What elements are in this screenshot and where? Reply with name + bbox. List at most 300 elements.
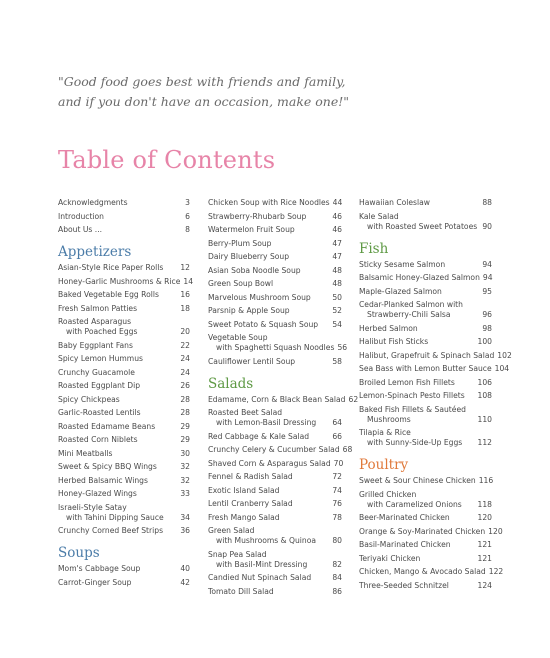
entry-title-text: Lentil Cranberry Salad <box>208 499 293 508</box>
toc-entry[interactable] <box>359 405 492 425</box>
entry-title <box>359 581 475 591</box>
toc-entry[interactable] <box>58 212 190 222</box>
entry-page-number: 112 <box>477 438 492 447</box>
entry-title-text: Roasted Asparagus <box>58 317 132 326</box>
entry-title <box>208 320 329 330</box>
toc-entry[interactable] <box>208 279 342 289</box>
toc-entry[interactable] <box>359 513 492 523</box>
entry-title <box>359 260 479 270</box>
entry-title <box>58 422 177 432</box>
entry-page-number: 56 <box>337 343 348 352</box>
entry-page-number: 34 <box>180 512 190 522</box>
toc-entry[interactable] <box>359 581 492 591</box>
entry-title <box>359 554 475 564</box>
entry-title <box>58 408 177 418</box>
toc-entry[interactable] <box>208 432 342 442</box>
entry-title <box>359 364 492 374</box>
entry-title <box>58 578 177 588</box>
toc-column-2 <box>208 198 359 600</box>
entry-page-number: 88 <box>482 198 492 207</box>
toc-entry[interactable] <box>359 540 492 550</box>
entry-title-text: Sweet & Sour Chinese Chicken <box>359 476 476 485</box>
entry-page-number: 36 <box>180 526 190 535</box>
entry-title-text: Carrot-Ginger Soup <box>58 577 132 587</box>
entry-title <box>58 449 177 459</box>
toc-entry[interactable] <box>359 337 492 347</box>
entry-page-number: 124 <box>477 580 492 590</box>
toc-entry[interactable] <box>359 260 492 270</box>
entry-title-text: Green Soup Bowl <box>208 279 274 288</box>
entry-title <box>58 503 177 523</box>
entry-page-number: 3 <box>185 198 190 207</box>
toc-entry[interactable] <box>208 320 342 330</box>
entry-page-number: 106 <box>477 377 492 387</box>
entry-title-text: Mini Meatballs <box>58 448 113 458</box>
entry-title-text: Spicy Chickpeas <box>58 394 120 404</box>
entry-title-text: Garlic-Roasted Lentils <box>58 408 141 417</box>
page-title: Table of Contents <box>58 146 276 174</box>
toc-entry[interactable] <box>208 333 348 353</box>
toc-entry[interactable] <box>58 526 190 536</box>
toc-entry[interactable] <box>58 476 190 486</box>
entry-title-text: Watermelon Fruit Soup <box>208 225 295 234</box>
entry-title-text: Shaved Corn & Asparagus Salad <box>208 458 331 468</box>
entry-page-number: 108 <box>477 391 492 400</box>
entry-title-text: Baked Vegetable Egg Rolls <box>58 290 159 299</box>
entry-title <box>359 324 479 334</box>
toc-entry[interactable] <box>208 212 342 222</box>
entry-title <box>208 550 329 570</box>
toc-entry[interactable] <box>359 350 512 361</box>
entry-page-number: 46 <box>332 225 342 234</box>
toc-entry[interactable] <box>359 554 492 564</box>
toc-entry[interactable] <box>58 368 190 378</box>
entry-page-number: 24 <box>180 367 190 377</box>
entry-page-number: 94 <box>482 273 493 282</box>
entry-title <box>208 333 334 353</box>
entry-title-text: Spicy Lemon Hummus <box>58 354 143 363</box>
entry-page-number: 80 <box>332 536 342 545</box>
entry-title <box>359 212 479 232</box>
toc-entry[interactable] <box>208 198 342 208</box>
entry-title <box>58 225 182 235</box>
toc-entry[interactable] <box>208 225 342 235</box>
entry-page-number: 8 <box>185 225 190 234</box>
toc-column-1 <box>58 198 194 591</box>
toc-entry[interactable] <box>58 408 190 418</box>
toc-entry[interactable] <box>58 395 190 405</box>
entry-title <box>58 526 177 536</box>
entry-page-number: 68 <box>342 445 353 454</box>
entry-title-text: Grilled Chicken <box>359 489 417 499</box>
entry-title <box>208 526 329 546</box>
entry-title-text: Marvelous Mushroom Soup <box>208 292 311 302</box>
entry-title <box>359 273 480 283</box>
entry-title <box>208 198 330 208</box>
entry-title-text: Baby Eggplant Fans <box>58 340 133 350</box>
entry-title <box>58 212 182 222</box>
toc-entry[interactable] <box>208 573 342 583</box>
entry-title-text: Fresh Salmon Patties <box>58 303 138 313</box>
entry-page-number: 32 <box>180 462 190 471</box>
toc-entry[interactable] <box>58 276 194 287</box>
toc-entry[interactable] <box>58 422 190 432</box>
toc-entry[interactable] <box>359 287 492 297</box>
entry-title-text: Halibut, Grapefruit & Spinach Salad <box>359 350 495 360</box>
entry-title-text: Asian-Style Rice Paper Rolls <box>58 263 164 272</box>
entry-page-number: 47 <box>332 252 342 261</box>
entry-title-text: Three-Seeded Schnitzel <box>359 580 449 590</box>
entry-title <box>208 225 329 235</box>
entry-subtitle: with Poached Eggs <box>66 327 138 336</box>
toc-entry[interactable] <box>359 378 492 388</box>
entry-title <box>208 408 329 428</box>
entry-title <box>58 395 177 405</box>
entry-title <box>359 540 475 550</box>
entry-title-text: Asian Soba Noodle Soup <box>208 265 301 275</box>
entry-title-text: Teriyaki Chicken <box>359 553 421 563</box>
entry-page-number: 62 <box>348 394 359 404</box>
section-heading-appetizers: Appetizers <box>58 244 132 260</box>
quote-line-1: "Good food goes best with friends and family, <box>58 74 346 89</box>
entry-page-number: 96 <box>482 310 492 319</box>
entry-title-text: Parsnip & Apple Soup <box>208 306 290 315</box>
entry-page-number: 48 <box>332 265 342 275</box>
entry-title-text: Orange & Soy-Marinated Chicken <box>359 526 486 536</box>
entry-title-text: Dairy Blueberry Soup <box>208 252 290 261</box>
entry-page-number: 28 <box>180 394 190 404</box>
toc-entry[interactable] <box>58 304 190 314</box>
entry-title <box>359 476 476 486</box>
entry-title-text: Fresh Mango Salad <box>208 512 280 522</box>
toc-entry[interactable] <box>208 526 342 546</box>
entry-title-text: Herbed Salmon <box>359 323 418 333</box>
entry-page-number: 14 <box>183 276 194 286</box>
entry-subtitle: with Tahini Dipping Sauce <box>66 512 164 522</box>
toc-entry[interactable] <box>359 198 492 208</box>
toc-entry[interactable] <box>58 354 190 364</box>
entry-title <box>58 341 177 351</box>
entry-title-text: Fennel & Radish Salad <box>208 472 293 481</box>
entry-page-number: 29 <box>180 421 190 431</box>
entry-page-number: 50 <box>332 292 342 302</box>
toc-entry[interactable] <box>359 428 492 448</box>
entry-title <box>359 287 479 297</box>
toc-entry[interactable] <box>58 489 190 499</box>
entry-title <box>208 499 329 509</box>
entry-title-text: Roasted Beet Salad <box>208 408 283 417</box>
entry-page-number: 26 <box>180 381 190 390</box>
entry-page-number: 122 <box>488 567 504 576</box>
toc-entry[interactable] <box>58 263 190 273</box>
entry-page-number: 102 <box>497 350 512 360</box>
toc-entry[interactable] <box>208 445 353 455</box>
entry-title-text: About Us ... <box>58 225 103 234</box>
entry-title <box>359 405 475 425</box>
entry-page-number: 78 <box>332 512 342 522</box>
toc-entry[interactable] <box>58 449 190 459</box>
front-matter-list <box>58 198 190 235</box>
entry-page-number: 86 <box>332 586 342 596</box>
toc-entry[interactable] <box>359 212 492 232</box>
entry-title-text: Chicken, Mango & Avocado Salad <box>359 567 486 576</box>
entry-page-number: 16 <box>180 290 190 299</box>
entry-page-number: 118 <box>477 499 492 509</box>
soups-list <box>58 564 190 588</box>
toc-entry[interactable] <box>359 567 504 577</box>
entry-title <box>208 395 346 405</box>
toc-entry[interactable] <box>208 239 342 249</box>
toc-entry[interactable] <box>208 306 342 316</box>
toc-entry[interactable] <box>359 391 492 401</box>
entry-title-text: Sticky Sesame Salmon <box>359 259 446 269</box>
entry-page-number: 52 <box>332 306 342 315</box>
toc-entry[interactable] <box>208 472 342 482</box>
entry-page-number: 18 <box>180 303 190 313</box>
entry-title <box>208 445 340 455</box>
entry-title <box>208 239 329 249</box>
entry-page-number: 104 <box>494 364 510 373</box>
entry-page-number: 110 <box>477 414 492 424</box>
entry-title <box>58 564 177 574</box>
entry-page-number: 29 <box>180 435 190 444</box>
entry-title-text: Sea Bass with Lemon Butter Sauce <box>359 364 492 373</box>
entry-title-text: Honey-Garlic Mushrooms & Rice <box>58 276 181 286</box>
entry-title-text: Berry-Plum Soup <box>208 238 272 248</box>
entry-page-number: 54 <box>332 319 342 329</box>
toc-entry[interactable] <box>359 526 503 537</box>
entry-title <box>208 252 329 262</box>
entry-title-text: Honey-Glazed Wings <box>58 489 137 498</box>
entry-title <box>359 300 479 320</box>
entry-title <box>58 317 177 337</box>
toc-column-3 <box>359 198 512 594</box>
entry-page-number: 90 <box>482 221 492 231</box>
toc-entry[interactable] <box>58 317 190 337</box>
entry-title <box>58 263 177 273</box>
entry-title <box>208 513 329 523</box>
entry-title <box>58 354 177 364</box>
section-heading-soups: Soups <box>58 545 100 561</box>
entry-title <box>58 290 177 300</box>
entry-subtitle: Mushrooms <box>367 414 411 424</box>
toc-entry[interactable] <box>208 266 342 276</box>
entry-title-text: Red Cabbage & Kale Salad <box>208 431 310 441</box>
entry-title <box>208 573 329 583</box>
entry-page-number: 32 <box>180 475 190 485</box>
toc-entry[interactable] <box>208 550 342 570</box>
entry-page-number: 95 <box>482 286 492 296</box>
toc-entry[interactable] <box>58 578 190 588</box>
toc-entry[interactable] <box>208 357 342 367</box>
entry-title-text: Balsamic Honey-Glazed Salmon <box>359 273 480 282</box>
entry-title-text: Crunchy Corned Beef Strips <box>58 526 164 535</box>
entry-page-number: 100 <box>477 337 492 346</box>
entry-title <box>58 462 177 472</box>
entry-title <box>208 279 329 289</box>
entry-subtitle: with Basil-Mint Dressing <box>216 559 308 569</box>
entry-page-number: 120 <box>477 513 492 522</box>
entry-page-number: 64 <box>332 418 342 427</box>
fish-list <box>359 259 512 449</box>
entry-title-text: Edamame, Corn & Black Bean Salad <box>208 394 346 404</box>
entry-page-number: 33 <box>180 489 190 498</box>
entry-title-text: Crunchy Guacamole <box>58 367 135 377</box>
entry-title <box>58 198 182 208</box>
entry-title-text: Kale Salad <box>359 211 399 221</box>
entry-title-text: Cedar-Planked Salmon with <box>359 300 463 309</box>
entry-page-number: 121 <box>477 540 492 549</box>
entry-subtitle: with Roasted Sweet Potatoes <box>367 221 478 231</box>
entry-title <box>208 432 329 442</box>
entry-page-number: 116 <box>478 476 494 485</box>
toc-entry[interactable] <box>208 499 342 509</box>
toc-entry[interactable] <box>208 394 359 405</box>
toc-entry[interactable] <box>208 408 342 428</box>
entry-title-text: Chicken Soup with Rice Noodles <box>208 198 330 207</box>
entry-title-text: Roasted Edamame Beans <box>58 421 156 431</box>
entry-title <box>208 486 329 496</box>
entry-page-number: 120 <box>488 526 503 536</box>
toc-entry[interactable] <box>58 435 190 445</box>
entry-page-number: 94 <box>482 259 492 269</box>
entry-title <box>359 351 494 361</box>
entry-title-text: Crunchy Celery & Cucumber Salad <box>208 445 340 454</box>
entry-page-number: 72 <box>332 472 342 481</box>
entry-page-number: 82 <box>332 559 342 569</box>
entry-title <box>359 567 486 577</box>
entry-title <box>58 476 177 486</box>
entry-title-text: Vegetable Soup <box>208 333 268 342</box>
entry-title-text: Green Salad <box>208 526 255 535</box>
toc-entry[interactable] <box>359 364 510 374</box>
entry-title <box>58 381 177 391</box>
toc-entry[interactable] <box>208 587 342 597</box>
entry-title-text: Maple-Glazed Salmon <box>359 286 442 296</box>
entry-title <box>359 527 485 537</box>
toc-entry[interactable] <box>359 300 492 320</box>
entry-page-number: 24 <box>180 354 190 363</box>
entry-page-number: 47 <box>332 238 342 248</box>
entry-title-text: Introduction <box>58 211 104 221</box>
entry-page-number: 121 <box>477 553 492 563</box>
section-heading-poultry: Poultry <box>359 457 409 473</box>
salads-continued-list <box>359 198 492 232</box>
toc-entry[interactable] <box>208 486 342 496</box>
entry-title <box>58 304 177 314</box>
entry-title-text: Acknowledgments <box>58 198 128 207</box>
entry-title <box>208 293 329 303</box>
quote-line-2: and if you don't have an occasion, make one!" <box>58 94 350 109</box>
entry-title <box>359 391 475 401</box>
salads-list <box>208 394 359 597</box>
toc-entry[interactable] <box>58 290 190 300</box>
entry-title-text: Snap Pea Salad <box>208 549 267 559</box>
entry-page-number: 44 <box>332 198 343 207</box>
entry-page-number: 12 <box>180 263 190 272</box>
entry-page-number: 22 <box>180 340 190 350</box>
soups-continued-list <box>208 198 348 367</box>
entry-page-number: 76 <box>332 499 342 508</box>
toc-entry[interactable] <box>58 462 190 472</box>
entry-title-text: Candied Nut Spinach Salad <box>208 573 312 582</box>
entry-title-text: Herbed Balsamic Wings <box>58 475 148 485</box>
entry-subtitle: with Spaghetti Squash Noodles <box>216 343 335 352</box>
toc-entry[interactable] <box>58 503 190 523</box>
entry-title <box>359 337 475 347</box>
poultry-list <box>359 476 504 591</box>
entry-title-text: Roasted Eggplant Dip <box>58 381 141 390</box>
entry-title <box>359 513 475 523</box>
entry-subtitle: with Sunny-Side-Up Eggs <box>367 438 463 447</box>
entry-page-number: 84 <box>332 573 342 582</box>
entry-page-number: 48 <box>332 279 342 288</box>
entry-title <box>208 212 329 222</box>
entry-title-text: Sweet & Spicy BBQ Wings <box>58 462 157 471</box>
toc-entry[interactable] <box>58 198 190 208</box>
toc-entry[interactable] <box>58 564 190 574</box>
toc-entry[interactable] <box>208 252 342 262</box>
section-heading-fish: Fish <box>359 240 389 257</box>
toc-entry[interactable] <box>359 490 492 510</box>
entry-title <box>208 266 329 276</box>
entry-subtitle: with Caramelized Onions <box>367 499 462 509</box>
entry-title-text: Tilapia & Rice <box>359 428 411 437</box>
entry-title-text: Israeli-Style Satay <box>58 502 127 512</box>
entry-page-number: 28 <box>180 408 190 417</box>
toc-entry[interactable] <box>208 459 342 469</box>
appetizers-list <box>58 263 194 536</box>
entry-title-text: Mom's Cabbage Soup <box>58 564 141 573</box>
entry-page-number: 20 <box>180 327 190 336</box>
toc-entry[interactable] <box>58 341 190 351</box>
entry-title-text: Beer-Marinated Chicken <box>359 513 450 522</box>
entry-title <box>208 357 329 367</box>
toc-entry[interactable] <box>58 225 190 235</box>
entry-title <box>58 277 180 287</box>
toc-entry[interactable] <box>359 273 492 283</box>
entry-subtitle: with Lemon-Basil Dressing <box>216 418 317 427</box>
entry-title <box>58 489 177 499</box>
entry-title <box>359 378 475 388</box>
toc-entry[interactable] <box>58 381 190 391</box>
entry-title <box>208 306 329 316</box>
entry-title-text: Roasted Corn Niblets <box>58 435 138 444</box>
entry-title <box>359 198 479 208</box>
entry-title <box>208 587 329 597</box>
intro-quote <box>58 72 498 112</box>
entry-subtitle: with Mushrooms & Quinoa <box>216 536 317 545</box>
entry-title <box>359 428 475 448</box>
entry-title-text: Hawaiian Coleslaw <box>359 198 430 207</box>
entry-title-text: Cauliflower Lentil Soup <box>208 356 296 366</box>
entry-page-number: 66 <box>332 431 342 441</box>
toc-entry[interactable] <box>208 513 342 523</box>
entry-subtitle: Strawberry-Chili Salsa <box>367 310 451 319</box>
entry-page-number: 74 <box>332 485 342 495</box>
section-heading-salads: Salads <box>208 375 254 392</box>
toc-entry[interactable] <box>359 476 492 486</box>
entry-page-number: 70 <box>333 458 344 468</box>
toc-entry[interactable] <box>359 324 492 334</box>
entry-title-text: Exotic Island Salad <box>208 485 280 495</box>
entry-title-text: Broiled Lemon Fish Fillets <box>359 377 455 387</box>
entry-title <box>359 490 475 510</box>
entry-title-text: Strawberry-Rhubarb Soup <box>208 211 307 221</box>
entry-title <box>58 368 177 378</box>
toc-entry[interactable] <box>208 293 342 303</box>
entry-title <box>58 435 177 445</box>
